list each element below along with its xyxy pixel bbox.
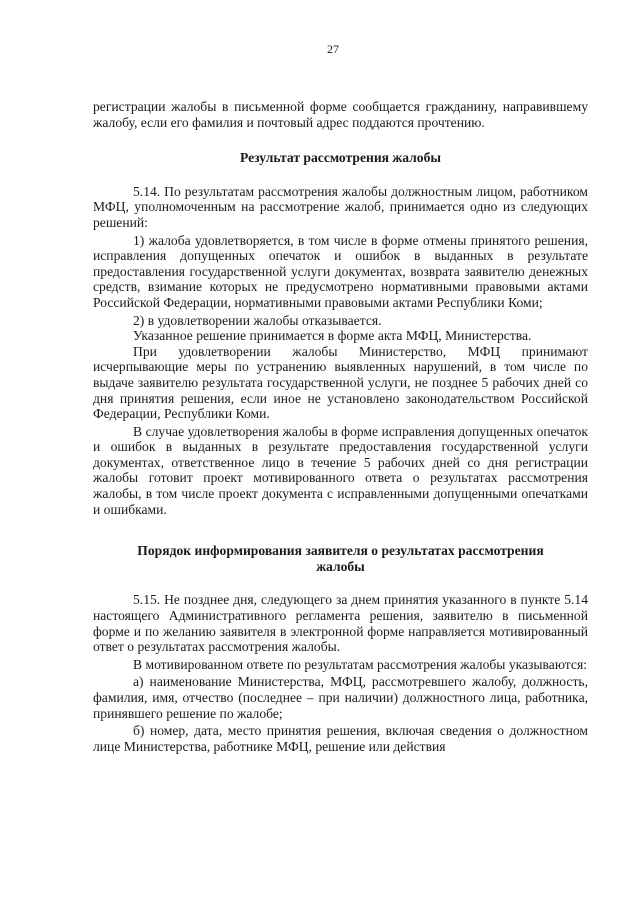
section-heading-informing-line1: Порядок информирования заявителя о результатах рассмотрения xyxy=(137,543,544,559)
section-heading-result: Результат рассмотрения жалобы xyxy=(239,150,442,166)
paragraph-5-14: 5.14. По результатам рассмотрения жалобы должностным лицом, работником МФЦ, уполномоченным на рассмотрение жалоб, принимается одно из следующих решений: xyxy=(93,183,588,230)
paragraph-motivated-answer: В мотивированном ответе по результатам рассмотрения жалобы указываются: xyxy=(133,656,587,672)
list-item-2: 2) в удовлетворении жалобы отказывается. xyxy=(133,312,382,328)
section-heading-informing-line2: жалобы xyxy=(316,558,365,574)
section-heading-informing xyxy=(93,543,588,574)
paragraph-decision-form: Указанное решение принимается в форме акта МФЦ, Министерства. xyxy=(133,328,532,344)
paragraph-correction-case: В случае удовлетворения жалобы в форме исправления допущенных опечаток и ошибок в выданных в результате предоставления государственной услуги документах, ответственное лицо в течение 5 рабочих дней со дня регистрации жалобы готовит проект мотивированного ответа о результатах рассмотрения жалобы, в том числе проект документа с исправленными допущенными опечатками и ошибками. xyxy=(93,423,588,517)
list-item-b: б) номер, дата, место принятия решения, включая сведения о должностном лице Министерства, работнике МФЦ, решение или действия xyxy=(93,723,588,754)
list-item-1: 1) жалоба удовлетворяется, в том числе в форме отмены принятого решения, исправления допущенных опечаток и ошибок в выданных в результате предоставления государственной услуги документах, возврата заявителю денежных средств, взимание которых не предусмотрено нормативными правовыми актами Российской Федерации, нормативными правовыми актами Республики Коми; xyxy=(93,232,588,310)
paragraph-5-15: 5.15. Не позднее дня, следующего за днем принятия указанного в пункте 5.14 настоящего Административного регламента решения, заявителю в письменной форме и по желанию заявителя в электронной форме направляется мотивированный ответ о результатах рассмотрения жалобы. xyxy=(93,592,588,655)
paragraph-satisfaction-measures: При удовлетворении жалобы Министерство, МФЦ принимают исчерпывающие меры по устранению выявленных нарушений, в том числе по выдаче заявителю результата государственной услуги, не позднее 5 рабочих дней со дня принятия решения, если иное не установлено законодательством Российской Федерации, Республики Коми. xyxy=(93,343,588,422)
list-item-a: а) наименование Министерства, МФЦ, рассмотревшего жалобу, должность, фамилия, имя, отчество (последнее – при наличии) должностного лица, работника, принявшего решение по жалобе; xyxy=(93,674,588,721)
page-number: 27 xyxy=(327,42,339,56)
paragraph-continuation: регистрации жалобы в письменной форме сообщается гражданину, направившему жалобу, если его фамилия и почтовый адрес поддаются прочтению. xyxy=(93,99,588,130)
